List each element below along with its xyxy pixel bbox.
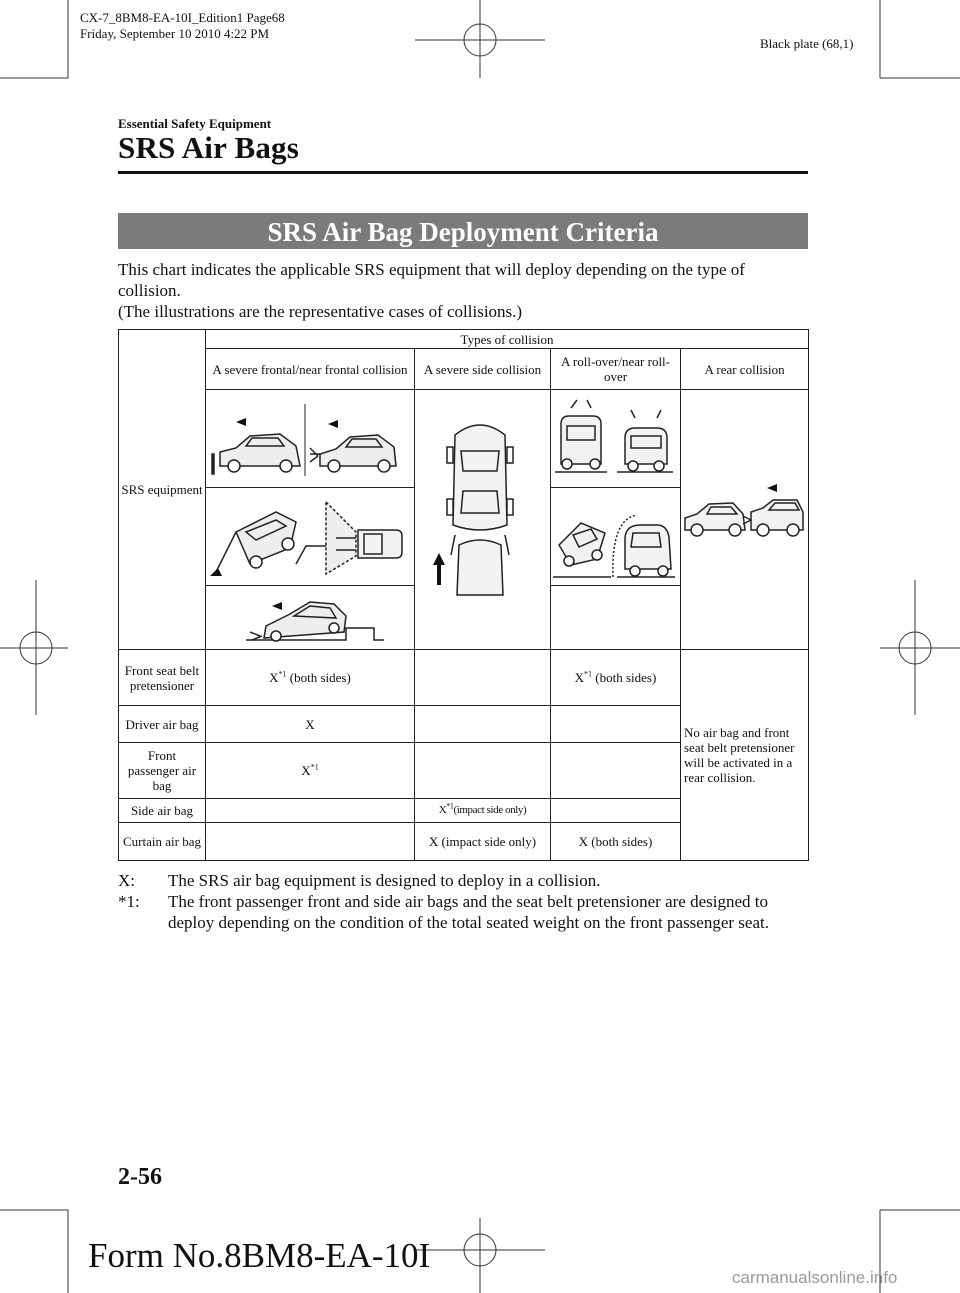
- side-collision-illustration: [415, 390, 551, 650]
- section-band-title: SRS Air Bag Deployment Criteria: [118, 213, 808, 249]
- registration-mark-right: [880, 580, 960, 715]
- footnote-key: *1:: [118, 892, 140, 911]
- footnote-text: The front passenger front and side air bags and the seat belt pretensioner are designed to deploy depending on the condition of the total seated weight on the front passenger seat.: [168, 892, 769, 932]
- plate-label: Black plate (68,1): [760, 36, 854, 51]
- row-label-passenger-airbag: Front passenger air bag: [119, 743, 206, 799]
- doc-id: CX-7_8BM8-EA-10I_Edition1 Page68: [80, 10, 285, 25]
- cell-driver-side: [415, 706, 551, 743]
- page-number: 2-56: [118, 1164, 162, 1190]
- title-rule: [118, 171, 808, 174]
- frontal-illustration-2: [206, 488, 415, 586]
- registration-mark-top: [415, 0, 545, 78]
- cell-passenger-rollover: [551, 743, 681, 799]
- row-label-curtain-airbag: Curtain air bag: [119, 823, 206, 861]
- watermark: carmanualsonline.info: [732, 1268, 898, 1287]
- rollover-illustration-1: [551, 390, 681, 488]
- types-of-collision-header: Types of collision: [206, 330, 809, 349]
- form-number: Form No.8BM8-EA-10I: [88, 1236, 431, 1275]
- rollover-car-icon: [551, 394, 677, 484]
- intro-paragraph: (The illustrations are the representative cases of collisions.): [118, 302, 523, 321]
- cell-driver-frontal: X: [206, 706, 415, 743]
- print-header: [80, 10, 285, 42]
- footnotes: [118, 870, 808, 933]
- col-header-rollover: A roll-over/near roll-over: [551, 349, 681, 390]
- cell-pretensioner-side: [415, 650, 551, 706]
- print-datetime: Friday, September 10 2010 4:22 PM: [80, 26, 270, 41]
- rollover-illustration-2: [551, 488, 681, 586]
- page-title: SRS Air Bags: [118, 130, 299, 165]
- row-label-pretensioner: Front seat belt pretensioner: [119, 650, 206, 706]
- intro-text: [118, 259, 808, 322]
- cell-curtain-frontal: [206, 823, 415, 861]
- cell-curtain-rollover: X (both sides): [551, 823, 681, 861]
- frontal-collision-car-icon: [206, 394, 406, 484]
- cell-passenger-frontal: $X^{*1}$: [206, 743, 415, 799]
- footnote-1: [118, 891, 808, 933]
- cell-passenger-side: [415, 743, 551, 799]
- rear-collision-car-icon: [681, 460, 807, 580]
- offset-frontal-collision-car-icon: [206, 588, 406, 648]
- registration-mark-bottom: [415, 1218, 545, 1293]
- side-collision-car-icon: [415, 395, 545, 645]
- section-label: Essential Safety Equipment: [118, 116, 272, 131]
- frontal-illustration-3: [206, 586, 415, 650]
- cell-driver-rollover: [551, 706, 681, 743]
- footnote-x: [118, 870, 808, 891]
- rear-collision-illustration: [681, 390, 809, 650]
- intro-paragraph: This chart indicates the applicable SRS equipment that will deploy depending on the type of collision.: [118, 260, 745, 300]
- near-frontal-collision-car-icon: [206, 492, 406, 582]
- cell-pretensioner-frontal: $X^{*1}$ (both sides): [206, 650, 415, 706]
- near-rollover-car-icon: [551, 489, 677, 585]
- srs-equipment-header: SRS equipment: [119, 330, 206, 650]
- deployment-criteria-table: [118, 329, 809, 861]
- rear-collision-note: No air bag and front seat belt pretensioner will be activated in a rear collision.: [681, 650, 809, 861]
- cell-side-airbag-frontal: [206, 799, 415, 823]
- row-label-side-airbag: Side air bag: [119, 799, 206, 823]
- cell-curtain-side: X (impact side only): [415, 823, 551, 861]
- cell-side-airbag-rollover: [551, 799, 681, 823]
- footnote-text: The SRS air bag equipment is designed to deploy in a collision.: [168, 871, 601, 890]
- footnote-key: X:: [118, 871, 135, 890]
- col-header-frontal: A severe frontal/near frontal collision: [206, 349, 415, 390]
- registration-mark-left: [0, 580, 68, 715]
- col-header-side: A severe side collision: [415, 349, 551, 390]
- col-header-rear: A rear collision: [681, 349, 809, 390]
- frontal-illustration-1: [206, 390, 415, 488]
- row-label-driver-airbag: Driver air bag: [119, 706, 206, 743]
- cell-pretensioner-rollover: $X^{*1}$ (both sides): [551, 650, 681, 706]
- cell-side-airbag-side: $X^{*1}(impact$ side only): [415, 799, 551, 823]
